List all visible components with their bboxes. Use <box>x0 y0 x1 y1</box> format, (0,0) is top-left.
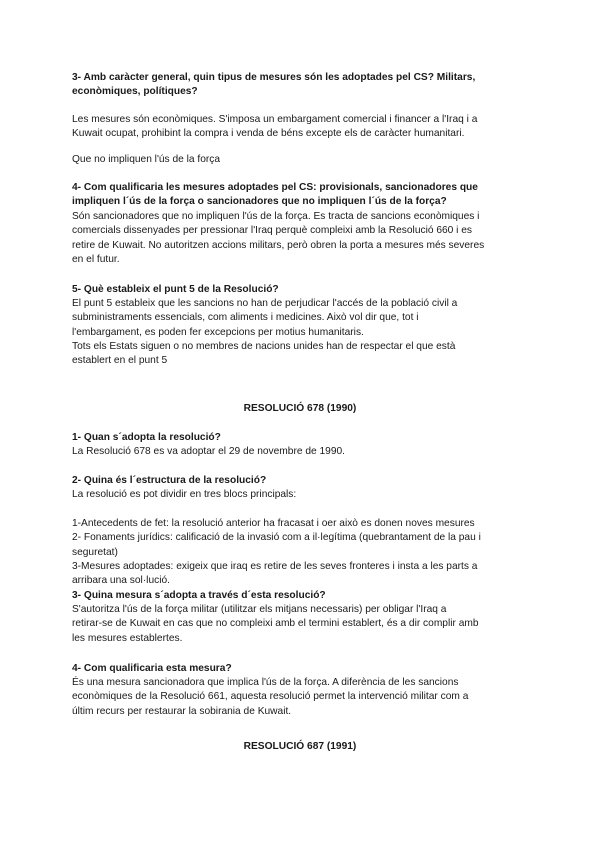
question-line: 1- Quan s´adopta la resolució? <box>72 432 221 443</box>
question-line: 4- Com qualificaria esta mesura? <box>72 663 232 674</box>
res678-structure-list <box>72 517 534 588</box>
question-3 <box>72 71 534 100</box>
list-item: arribara una sol·lució. <box>72 575 170 587</box>
answer-4 <box>72 210 534 267</box>
answer-line: Tots els Estats siguen o no membres de nacions unides han de respectar el que està <box>72 340 456 352</box>
list-item: seguretat) <box>72 546 118 558</box>
answer-line: les mesures establertes. <box>72 632 183 644</box>
res678-question-3 <box>72 589 534 603</box>
res678-answer-1 <box>72 445 534 459</box>
res678-question-2 <box>72 474 534 488</box>
answer-line: comercials dissenyades per pressionar l'Iraq perquè compleixi amb la Resolució 660 i es <box>72 225 473 237</box>
answer-3 <box>72 113 534 142</box>
question-line: econòmiques, polítiques? <box>72 86 198 98</box>
answer-line: La Resolució 678 es va adoptar el 29 de novembre de 1990. <box>72 446 345 457</box>
question-line: impliquen l´ús de la força o sancionadores que no impliquen l´ús de la força? <box>72 196 447 208</box>
answer-line: Que no impliquen l'ús de la força <box>72 154 221 165</box>
question-line: 3- Amb caràcter general, quin tipus de mesures són les adoptades pel CS? Militars, <box>72 72 476 83</box>
question-5 <box>72 283 534 297</box>
answer-line: La resolució es pot dividir en tres blocs principals: <box>72 489 297 500</box>
list-item: 3-Mesures adoptades: exigeix que iraq es retire de les seves fronteres i insta a les parts a <box>72 560 478 572</box>
answer-line: S'autoritza l'ús de la força militar (utilitzar els mitjans necessaris) per obligar l'Iraq a <box>72 604 447 615</box>
answer-3-extra <box>72 153 534 167</box>
question-line: 2- Quina és l´estructura de la resolució? <box>72 475 267 486</box>
answer-line: retirar-se de Kuwait en cas que no compleixi amb el termini establert, és a dir complir amb <box>72 618 479 630</box>
answer-line: establert en el punt 5 <box>72 355 168 367</box>
answer-line: És una mesura sancionadora que implica l'ús de la força. A diferència de les sancions <box>72 677 459 688</box>
question-4 <box>72 181 534 210</box>
res678-answer-4 <box>72 676 534 719</box>
res678-answer-3 <box>72 603 534 646</box>
answer-line: El punt 5 estableix que les sancions no han de perjudicar l'accés de la població civil a <box>72 298 458 309</box>
answer-line: l'embargament, es poden fer excepcions per motius humanitaris. <box>72 326 364 338</box>
list-item: 2- Fonaments jurídics: calificació de la invasió com a il·legítima (quebrantament de la pau i <box>72 532 481 544</box>
question-line: 4- Com qualificaria les mesures adoptades pel CS: provisionals, sancionadores que <box>72 182 478 193</box>
question-line: 5- Què estableix el punt 5 de la Resolució? <box>72 284 279 295</box>
question-line: 3- Quina mesura s´adopta a través d´esta resolució? <box>72 590 326 601</box>
res678-question-4 <box>72 662 534 676</box>
answer-line: Són sancionadores que no impliquen l'ús de la força. Es tracta de sancions econòmiques i <box>72 211 480 222</box>
answer-line: Les mesures són econòmiques. S'imposa un embargament comercial i financer a l'Iraq i a <box>72 114 478 125</box>
heading-resolucio-678: RESOLUCIÓ 678 (1990) <box>243 403 357 414</box>
res678-question-1 <box>72 431 534 445</box>
list-item: 1-Antecedents de fet: la resolució anterior ha fracasat i oer això es donen noves mesures <box>72 518 475 529</box>
answer-line: en el futur. <box>72 253 120 265</box>
answer-line: subministraments essencials, com aliments i medicines. Això vol dir que, tot i <box>72 312 419 324</box>
answer-line: econòmiques de la Resolució 661, aquesta resolució permet la intervenció militar com a <box>72 691 469 703</box>
answer-line: retire de Kuwait. No autoritzen accions militars, però obren la porta a mesures més severes <box>72 239 485 251</box>
res678-answer-2 <box>72 488 534 502</box>
answer-line: Kuwait ocupat, prohibint la compra i venda de béns excepte els de caràcter humanitari. <box>72 128 465 140</box>
answer-5 <box>72 297 534 368</box>
heading-resolucio-687: RESOLUCIÓ 687 (1991) <box>243 741 357 752</box>
answer-line: últim recurs per restaurar la sobirania de Kuwait. <box>72 705 292 717</box>
